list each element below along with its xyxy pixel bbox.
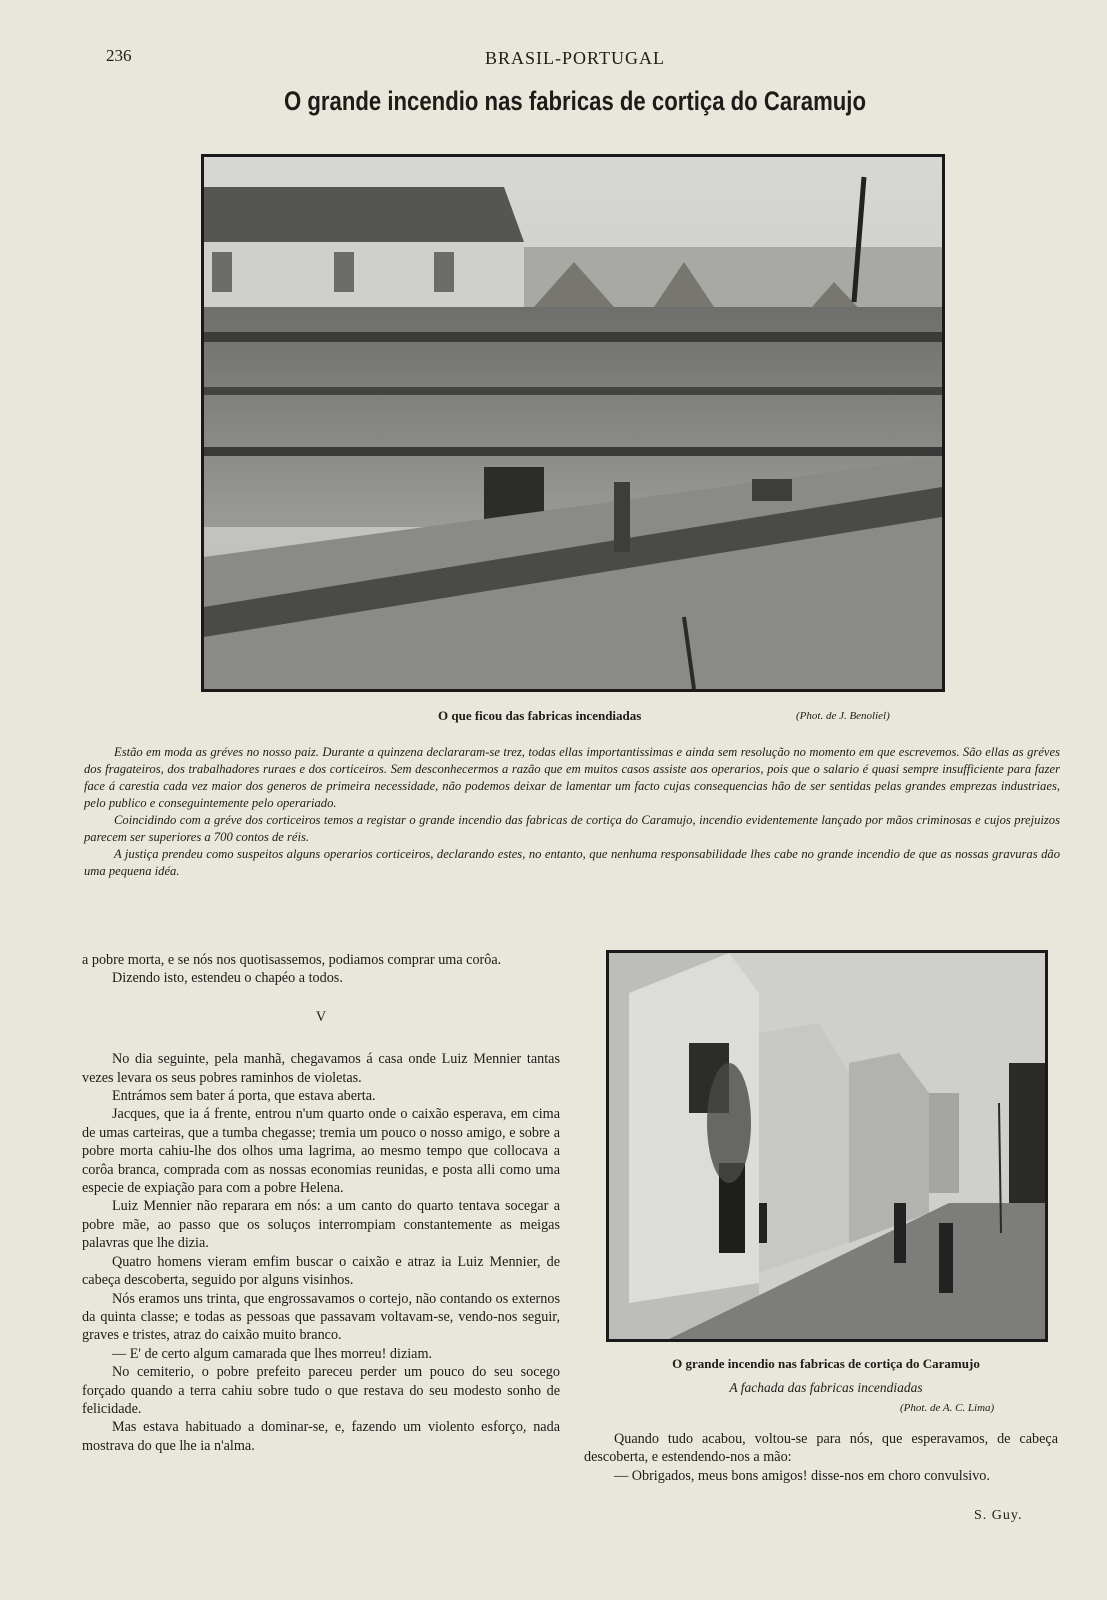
story-paragraph: — E' de certo algum camarada que lhes morreu! diziam.: [112, 1345, 433, 1362]
author-signature: S. Guy.: [974, 1508, 1023, 1523]
story-paragraph: No dia seguinte, pela manhã, chegavamos á casa onde Luiz Mennier tantas vezes levara os seus pobres raminhos de violetas.: [82, 1051, 560, 1086]
story-paragraph: Mas estava habituado a dominar-se, e, fazendo um violento esforço, nada mostrava do que lhe ia n'alma.: [82, 1419, 560, 1454]
photo-factory-facade: [606, 950, 1048, 1342]
story-closing: [584, 1430, 1058, 1485]
story-paragraph: Quatro homens vieram emfim buscar o caixão e atraz ia Luiz Mennier, de cabeça descoberta, seguido por alguns visinhos.: [82, 1253, 560, 1289]
intro-paragraph: Estão em moda as gréves no nosso paiz. Durante a quinzena declararam-se trez, todas ellas importantissimas e ainda sem resolução no momento em que escrevemos. São ellas as gréves dos fragateiros, dos trabalhadores ruraes e dos corticeiros. Sem desconhecermos a razão que em muitos casos assiste aos operarios, pois que o salario é quasi sempre insufficiente para fazer face á carestia cada vez maior dos generos de primeira necessidade, não podemos deixar de lamentar um facto cujas consequencias hão de ser sentidas pelas grandes emprezas industriaes, pelo publico e conseguintemente pelo operariado.: [84, 745, 1060, 810]
story-paragraph: Nós eramos uns trinta, que engrossavamos o cortejo, não contando os externos da quinta classe; e todas as pessoas que passavam voltavam-se, vendo-nos seguir, graves e tristes, atraz do caixão muito branco.: [82, 1290, 560, 1344]
section-mark: V: [315, 1008, 327, 1025]
article-intro: [84, 744, 1060, 880]
story-paragraph: Quando tudo acabou, voltou-se para nós, que esperavamos, de cabeça descoberta, e estendendo-nos a mão:: [584, 1431, 1058, 1466]
photo-burned-factories: [201, 154, 945, 692]
story-paragraph: Luiz Mennier não reparara em nós: a um canto do quarto tentava socegar a pobre mãe, ao passo que os soluços interrompiam constantemente as meigas palavras que lhe dizia.: [82, 1198, 560, 1252]
story-paragraph: Entrámos sem bater á porta, que estava aberta.: [112, 1088, 376, 1105]
photo2-caption: O grande incendio nas fabricas de cortiça do Caramujo: [672, 1356, 980, 1371]
story-paragraph: Dizendo isto, estendeu o chapéo a todos.: [112, 970, 343, 987]
story-paragraph: No cemiterio, o pobre prefeito pareceu perder um pouco do seu socego forçado quando a terra cahiu sobre tudo o que restava do seu modesto sonho de felicidade.: [82, 1364, 560, 1417]
article-title: O grande incendio nas fabricas de cortiça do Caramujo: [284, 86, 866, 116]
running-title: BRASIL-PORTUGAL: [485, 48, 665, 68]
intro-paragraph: Coincidindo com a gréve dos corticeiros temos a registar o grande incendio das fabricas de cortiça do Caramujo, incendio evidentemente lançado por mãos criminosas e cujos prejuizos parecem ser superiores a 700 contos de réis.: [84, 813, 1060, 844]
story-paragraph: — Obrigados, meus bons amigos! disse-nos em choro convulsivo.: [614, 1467, 990, 1484]
photo2-subcaption: A fachada das fabricas incendiadas: [729, 1380, 923, 1395]
photo2-credit: (Phot. de A. C. Lima): [900, 1402, 995, 1414]
intro-paragraph: A justiça prendeu como suspeitos alguns operarios corticeiros, declarando estes, no entanto, que nenhuma responsabilidade lhes cabe no grande incendio de que as nossas gravuras dão uma pequena idéa.: [84, 847, 1060, 878]
story-column: [82, 951, 560, 1455]
story-paragraph: Jacques, que ia á frente, entrou n'um quarto onde o caixão esperava, em cima de umas carteiras, que a tumba chegasse; tremia um pouco o nosso amigo, e sobre a pobre morta cahiu-lhe dos olhos uma lagrima, ao mesmo tempo que collocava a corôa branca, comprada com as nossas economias reunidas, e posta alli como uma especie de expiação para com a pobre Helena.: [82, 1106, 560, 1197]
photo1-caption: O que ficou das fabricas incendiadas: [438, 708, 642, 723]
photo1-credit: (Phot. de J. Benoliel): [796, 710, 890, 722]
page-number: 236: [106, 46, 132, 65]
story-paragraph: a pobre morta, e se nós nos quotisassemos, podiamos comprar uma corôa.: [82, 952, 502, 968]
